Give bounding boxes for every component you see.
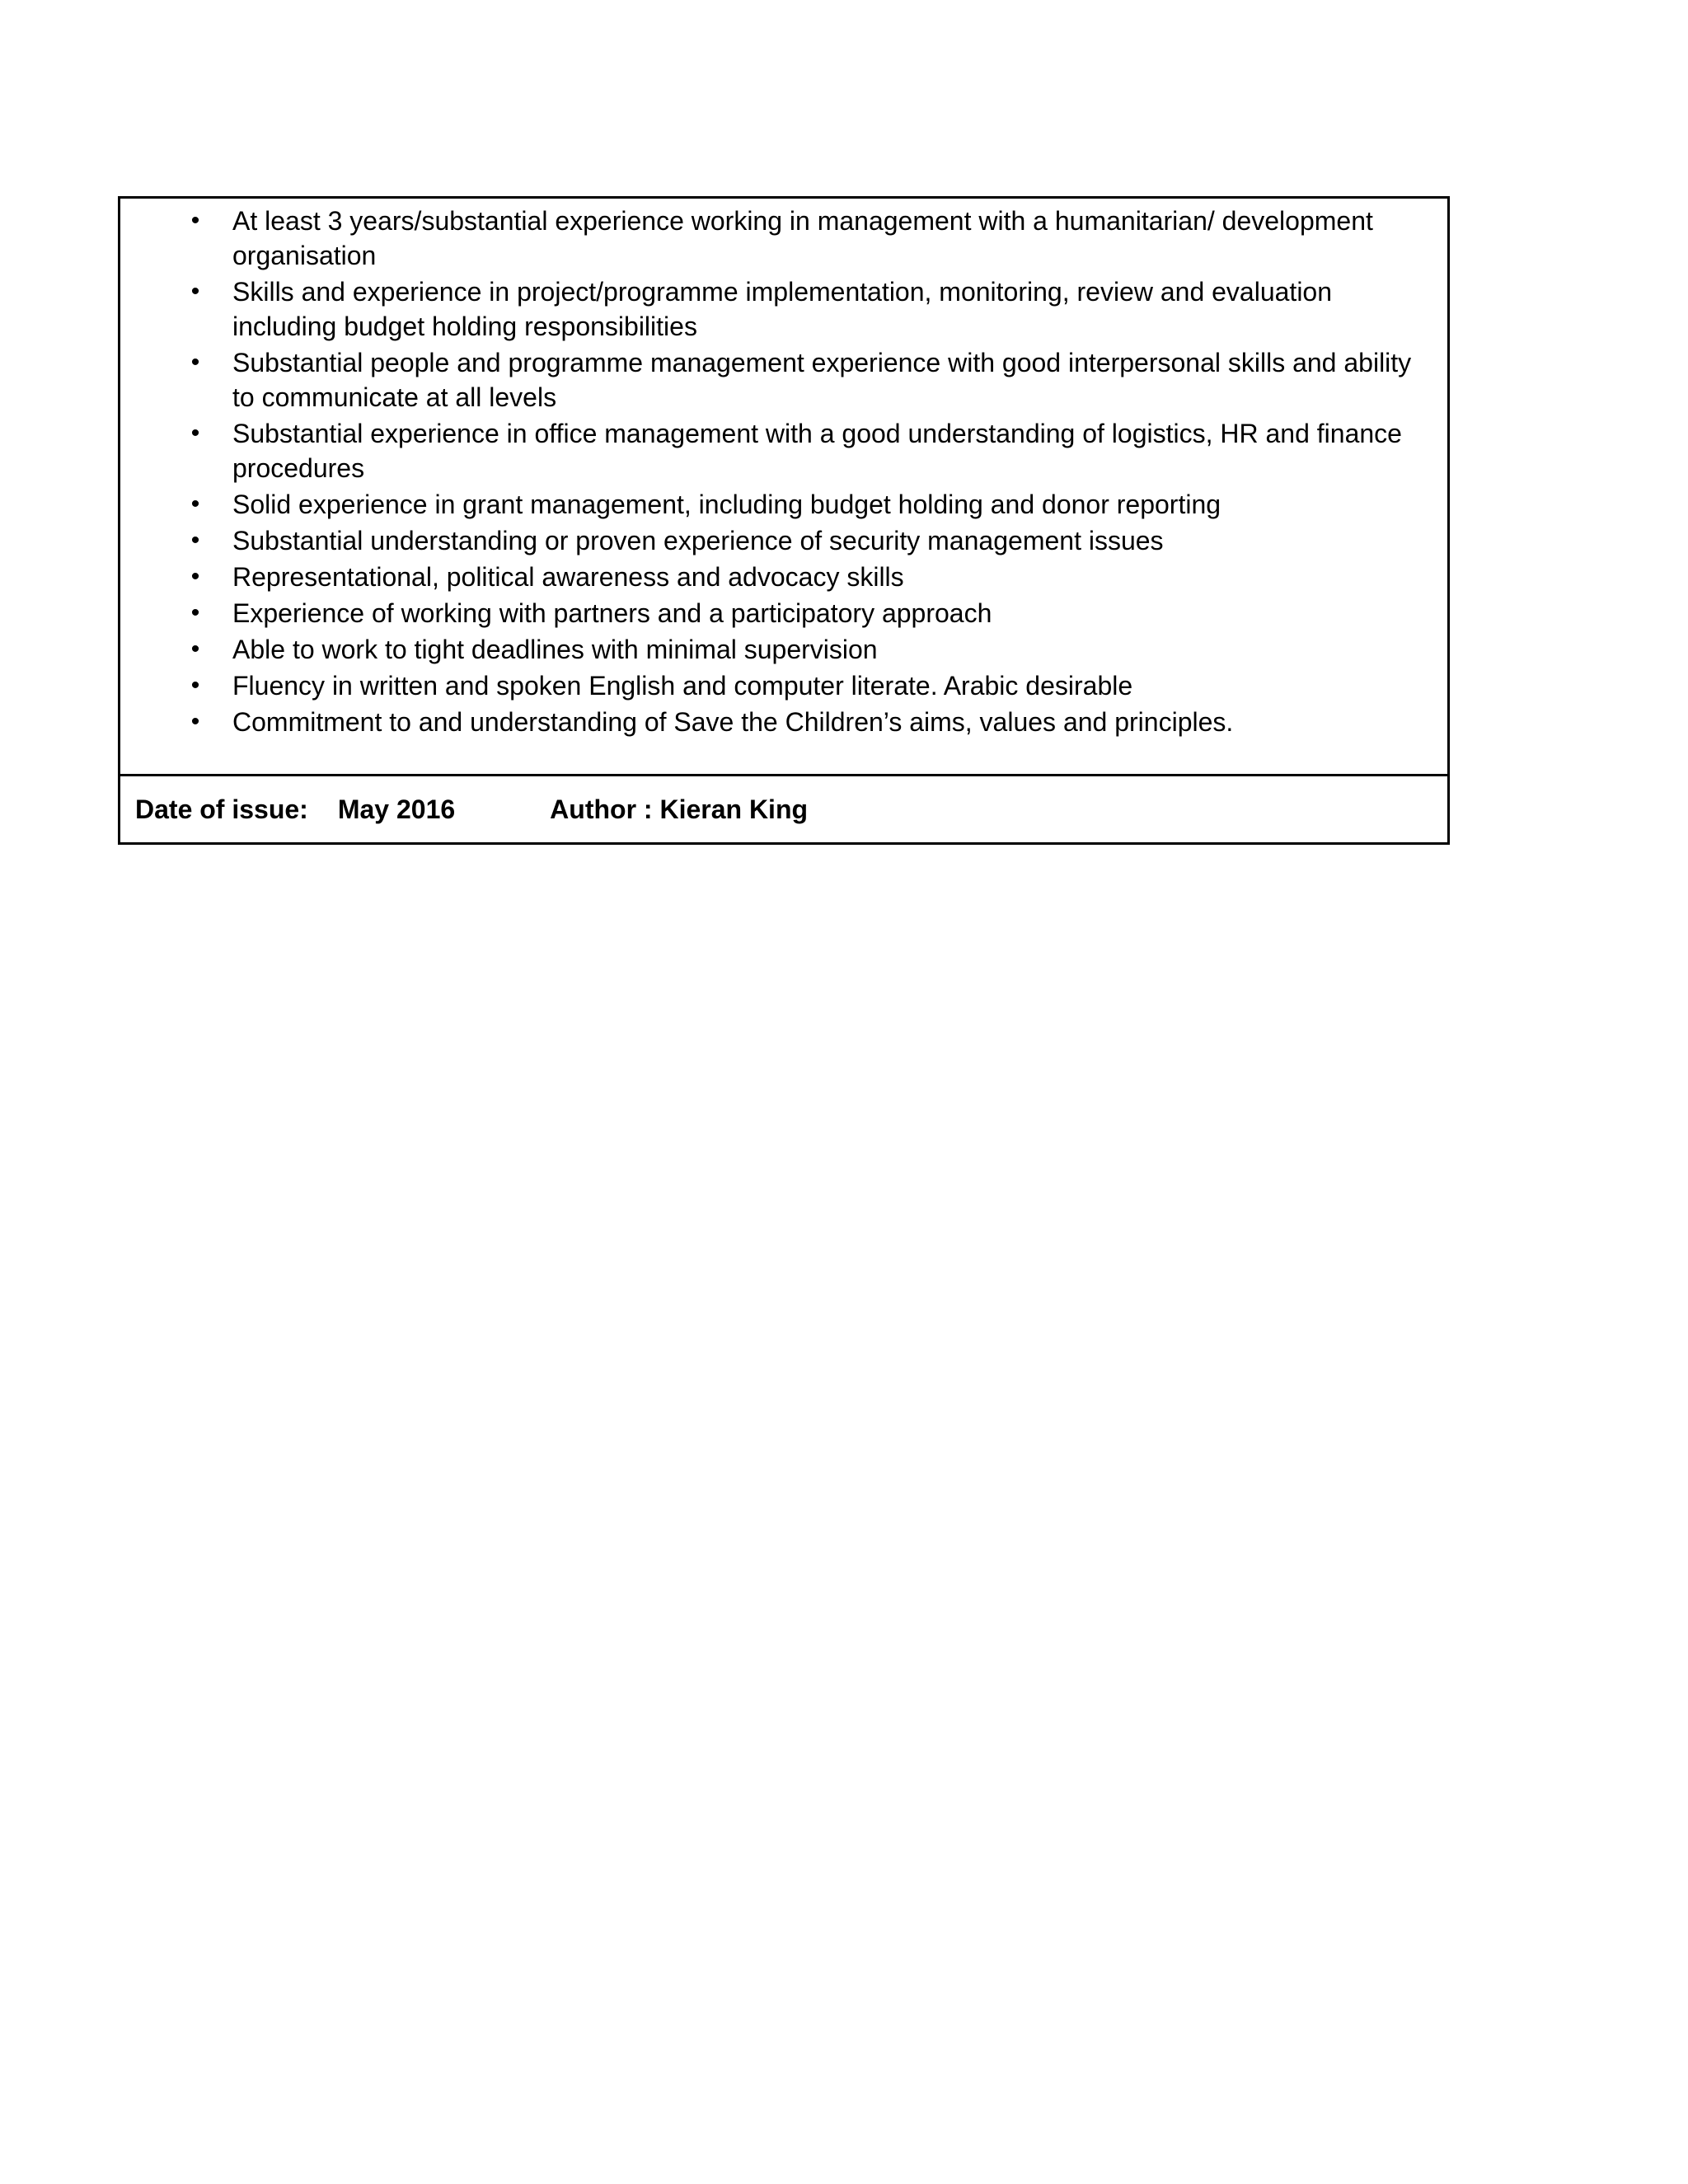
- bullet-icon: •: [190, 599, 200, 626]
- bullet-icon: •: [190, 207, 200, 234]
- list-item: [120, 668, 1431, 703]
- requirement-text: Able to work to tight deadlines with minimal supervision: [232, 635, 878, 664]
- requirement-text: Skills and experience in project/programme implementation, monitoring, review and evaluation including budget holding responsibilities: [232, 277, 1333, 341]
- bullet-icon: •: [190, 672, 200, 699]
- requirements-section: [120, 199, 1447, 776]
- requirement-text: Substantial understanding or proven experience of security management issues: [232, 526, 1164, 555]
- requirement-text: Experience of working with partners and a participatory approach: [232, 598, 992, 628]
- bullet-icon: •: [190, 490, 200, 518]
- requirement-text: Representational, political awareness and advocacy skills: [232, 562, 904, 592]
- requirement-text: Substantial people and programme management experience with good interpersonal skills and ability to communicate at all levels: [232, 348, 1412, 412]
- date-of-issue-value: May 2016: [337, 794, 456, 824]
- document-footer: [120, 776, 1447, 842]
- list-item: [120, 560, 1431, 594]
- author-text: Author : Kieran King: [550, 794, 809, 824]
- date-of-issue-label: Date of issue:: [135, 794, 308, 824]
- list-item: [120, 345, 1431, 415]
- list-item: [120, 705, 1431, 739]
- list-item: [120, 416, 1431, 485]
- list-item: [120, 204, 1431, 273]
- requirement-text: At least 3 years/substantial experience working in management with a humanitarian/ development organisation: [232, 206, 1373, 270]
- list-item: [120, 632, 1431, 667]
- bullet-icon: •: [190, 708, 200, 735]
- requirement-text: Solid experience in grant management, including budget holding and donor reporting: [232, 490, 1221, 519]
- bullet-icon: •: [190, 278, 200, 305]
- bullet-icon: •: [190, 349, 200, 376]
- job-requirements-box: [118, 196, 1450, 845]
- requirement-text: Fluency in written and spoken English and computer literate. Arabic desirable: [232, 671, 1133, 701]
- requirement-text: Substantial experience in office management with a good understanding of logistics, HR and finance procedures: [232, 419, 1402, 483]
- bullet-icon: •: [190, 419, 200, 447]
- requirements-list: [120, 204, 1431, 739]
- list-item: [120, 523, 1431, 558]
- list-item: [120, 596, 1431, 630]
- list-item: [120, 487, 1431, 522]
- bullet-icon: •: [190, 635, 200, 663]
- list-item: [120, 274, 1431, 344]
- bullet-icon: •: [190, 527, 200, 554]
- bullet-icon: •: [190, 563, 200, 590]
- requirement-text: Commitment to and understanding of Save the Children’s aims, values and principles.: [232, 707, 1234, 737]
